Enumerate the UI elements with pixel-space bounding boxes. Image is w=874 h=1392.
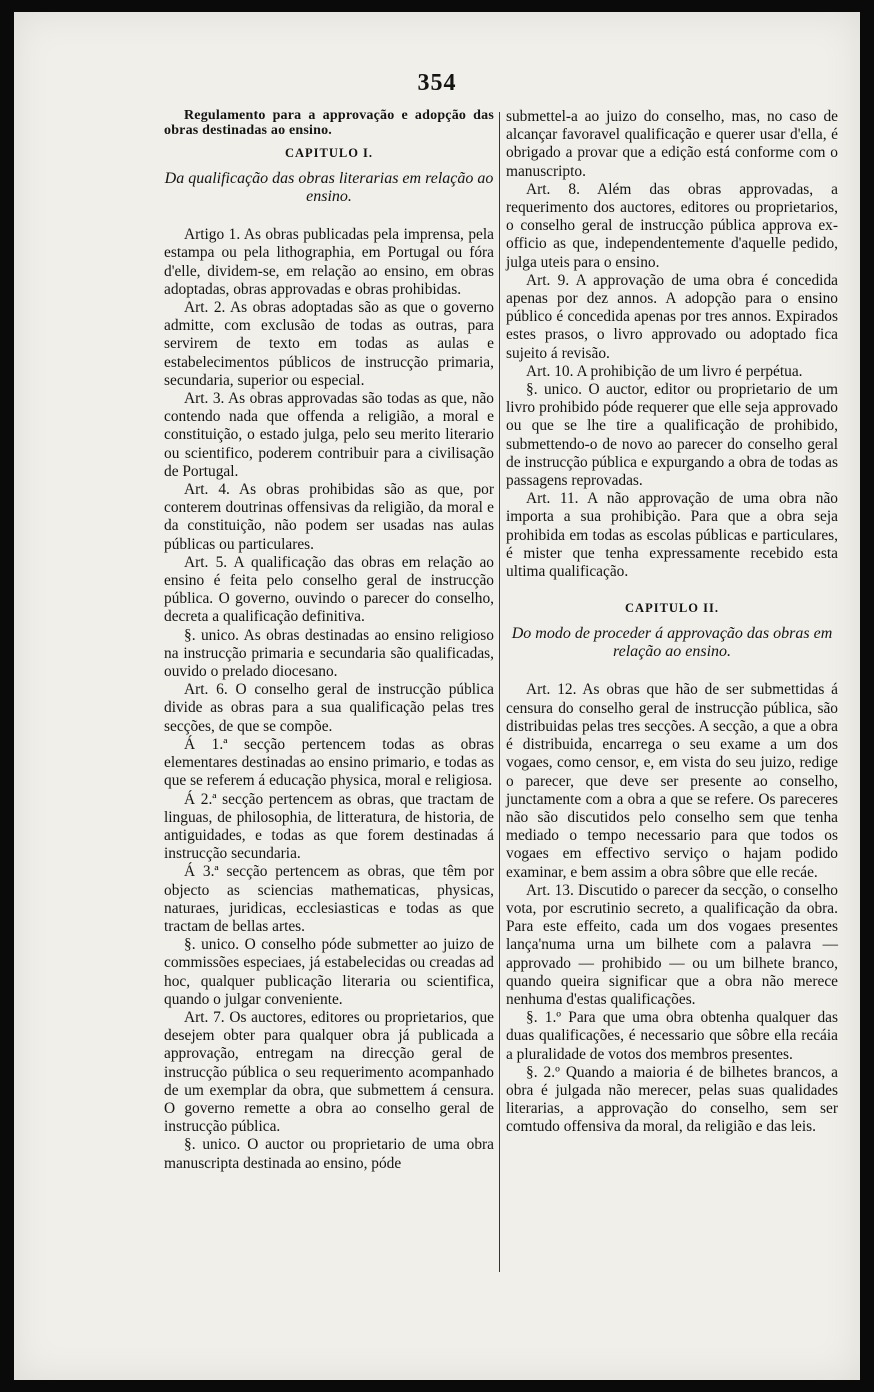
paragraph: submettel-a ao juizo do conselho, mas, no caso de alcançar favoravel qualificação e querer usar d'ella, é obrigado a provar que a edição está conforme com o manuscripto. xyxy=(506,108,838,180)
paragraph: Á 3.ª secção pertencem as obras, que têm por objecto as sciencias mathematicas, physicas, naturaes, juridicas, ecclesiasticas e todas as que tractam de bellas artes. xyxy=(164,863,494,935)
paragraph: §. unico. O conselho póde submetter ao juizo de commissões especiaes, já estabelecidas ou creadas ad hoc, qualquer publicação literaria ou scientifica, quando o julgar conveniente. xyxy=(164,936,494,1008)
paragraph: §. unico. O auctor ou proprietario de uma obra manuscripta destinada ao ensino, póde xyxy=(164,1136,494,1172)
paragraph: Art. 5. A qualificação das obras em relação ao ensino é feita pelo conselho geral de instrucção pública. O governo, ouvindo o parecer do conselho, decreta a qualificação definitiva. xyxy=(164,553,494,626)
chapter-1-title: CAPITULO I. xyxy=(284,146,374,160)
chapter-2-subtitle: Do modo de proceder á approvação das obras em relação ao ensino. xyxy=(511,625,833,661)
document-page xyxy=(14,12,860,1380)
paragraph: Artigo 1. As obras publicadas pela imprensa, pela estampa ou pela lithographia, em Portugal ou fóra d'elle, dividem-se, em relação ao ensino, em obras adoptadas, obras approvadas e obras prohibidas. xyxy=(164,226,494,298)
paragraph: Á 2.ª secção pertencem as obras, que tractam de linguas, de philosophia, de litteratura, de historia, de antiguidades, e todas as que forem destinadas á instrucção secundaria. xyxy=(164,790,494,863)
paragraph: Art. 8. Além das obras approvadas, a requerimento dos auctores, editores ou proprietarios, o conselho geral de instrucção pública approva ex-officio as que, independentemente d'aquelle pedido, julga uteis para o ensino. xyxy=(506,180,838,271)
paragraph: Art. 4. As obras prohibidas são as que, por conterem doutrinas offensivas da religião, da moral e da constituição, não podem ser usadas nas aulas públicas ou particulares. xyxy=(164,481,494,553)
paragraph: §. 2.º Quando a maioria é de bilhetes brancos, a obra é julgada não merecer, pelas suas qualidades literarias, a approvação do conselho, sem ser comtudo offensiva da moral, da religião e das leis. xyxy=(506,1063,838,1136)
chapter-2-title: CAPITULO II. xyxy=(625,601,719,616)
paragraph: Á 1.ª secção pertencem todas as obras elementares destinadas ao ensino primario, e todas as que se referem á educação physica, moral e religiosa. xyxy=(164,735,494,790)
right-column xyxy=(506,108,838,1137)
left-column xyxy=(164,108,494,1173)
paragraph: §. unico. O auctor, editor ou proprietario de um livro prohibido póde requerer que elle seja approvado ou que se lhe tire a qualificação de prohibido, submettendo-o de novo ao parecer do conselho geral de instrucção pública e expurgando a obra de todas as passagens reprovadas. xyxy=(506,381,838,490)
regulation-heading: Regulamento para a approvação e adopção das obras destinadas ao ensino. xyxy=(164,108,494,138)
paragraph: Art. 10. A prohibição de um livro é perpétua. xyxy=(526,362,803,380)
chapter-1-subtitle: Da qualificação das obras literarias em relação ao ensino. xyxy=(164,170,494,206)
column-divider xyxy=(499,112,500,1272)
paragraph: Art. 3. As obras approvadas são todas as que, não contendo nada que offenda a religião, a moral e constituição, o estado julga, pelo seu merito literario ou scientifico, poderem contribuir para a civilisação de Portugal. xyxy=(164,390,494,480)
paragraph: Art. 2. As obras adoptadas são as que o governo admitte, com exclusão de todas as outras, para servirem de texto em todas as aulas e estabelecimentos públicos de instrucção primaria, secundaria, superior ou especial. xyxy=(164,299,494,389)
paragraph: Art. 9. A approvação de uma obra é concedida apenas por dez annos. A adopção para o ensino público é concedida apenas por tres annos. Expirados estes prasos, o livro approvado ou adoptado fica sujeito á revisão. xyxy=(506,271,838,362)
paragraph: Art. 7. Os auctores, editores ou proprietarios, que desejem obter para qualquer obra já publicada a approvação, entregam na direcção geral de instrucção pública o seu requerimento acompanhado de um exemplar da obra, que submettem á censura. O governo remette a obra ao conselho geral de instrucção pública. xyxy=(164,1008,494,1136)
paragraph: Art. 13. Discutido o parecer da secção, o conselho vota, por escrutinio secreto, a qualificação da obra. Para este effeito, cada um dos vogaes presentes lança'numa urna um bilhete com a palavra — approvado — prohibido — ou um bilhete branco, quando queira significar que a obra não merece nenhuma d'estas qualificações. xyxy=(506,881,838,1008)
paragraph: Art. 11. A não approvação de uma obra não importa a sua prohibição. Para que a obra seja prohibida em todas as escolas públicas e particulares, é mister que tenha expressamente recebido esta ultima qualificação. xyxy=(506,490,838,581)
page-number: 354 xyxy=(417,70,457,96)
paragraph: §. 1.º Para que uma obra obtenha qualquer das duas qualificações, é necessario que sôbre ella recáia a pluralidade de votos dos membros presentes. xyxy=(506,1009,838,1063)
paragraph: Art. 12. As obras que hão de ser submettidas á censura do conselho geral de instrucção pública, são distribuidas pelas tres secções. A secção, a que a obra é distribuida, encarrega o seu exame a um dos vogaes, como censor, e, em vista do seu juizo, redige o parecer, que deve ser presente ao conselho, junctamente com a obra a que se refere. Os pareceres não são discutidos pelo conselho sem que tenha mediado o tempo necessario para que todos os vogaes em effectivo serviço o hajam podido examinar, e bem assim a obra sôbre que elle recáe. xyxy=(506,681,838,881)
paragraph: Art. 6. O conselho geral de instrucção pública divide as obras para a sua qualificação pelas tres secções, de que se compõe. xyxy=(164,681,494,735)
paragraph: §. unico. As obras destinadas ao ensino religioso na instrucção primaria e secundaria são qualificadas, ouvido o prelado diocesano. xyxy=(164,626,494,681)
